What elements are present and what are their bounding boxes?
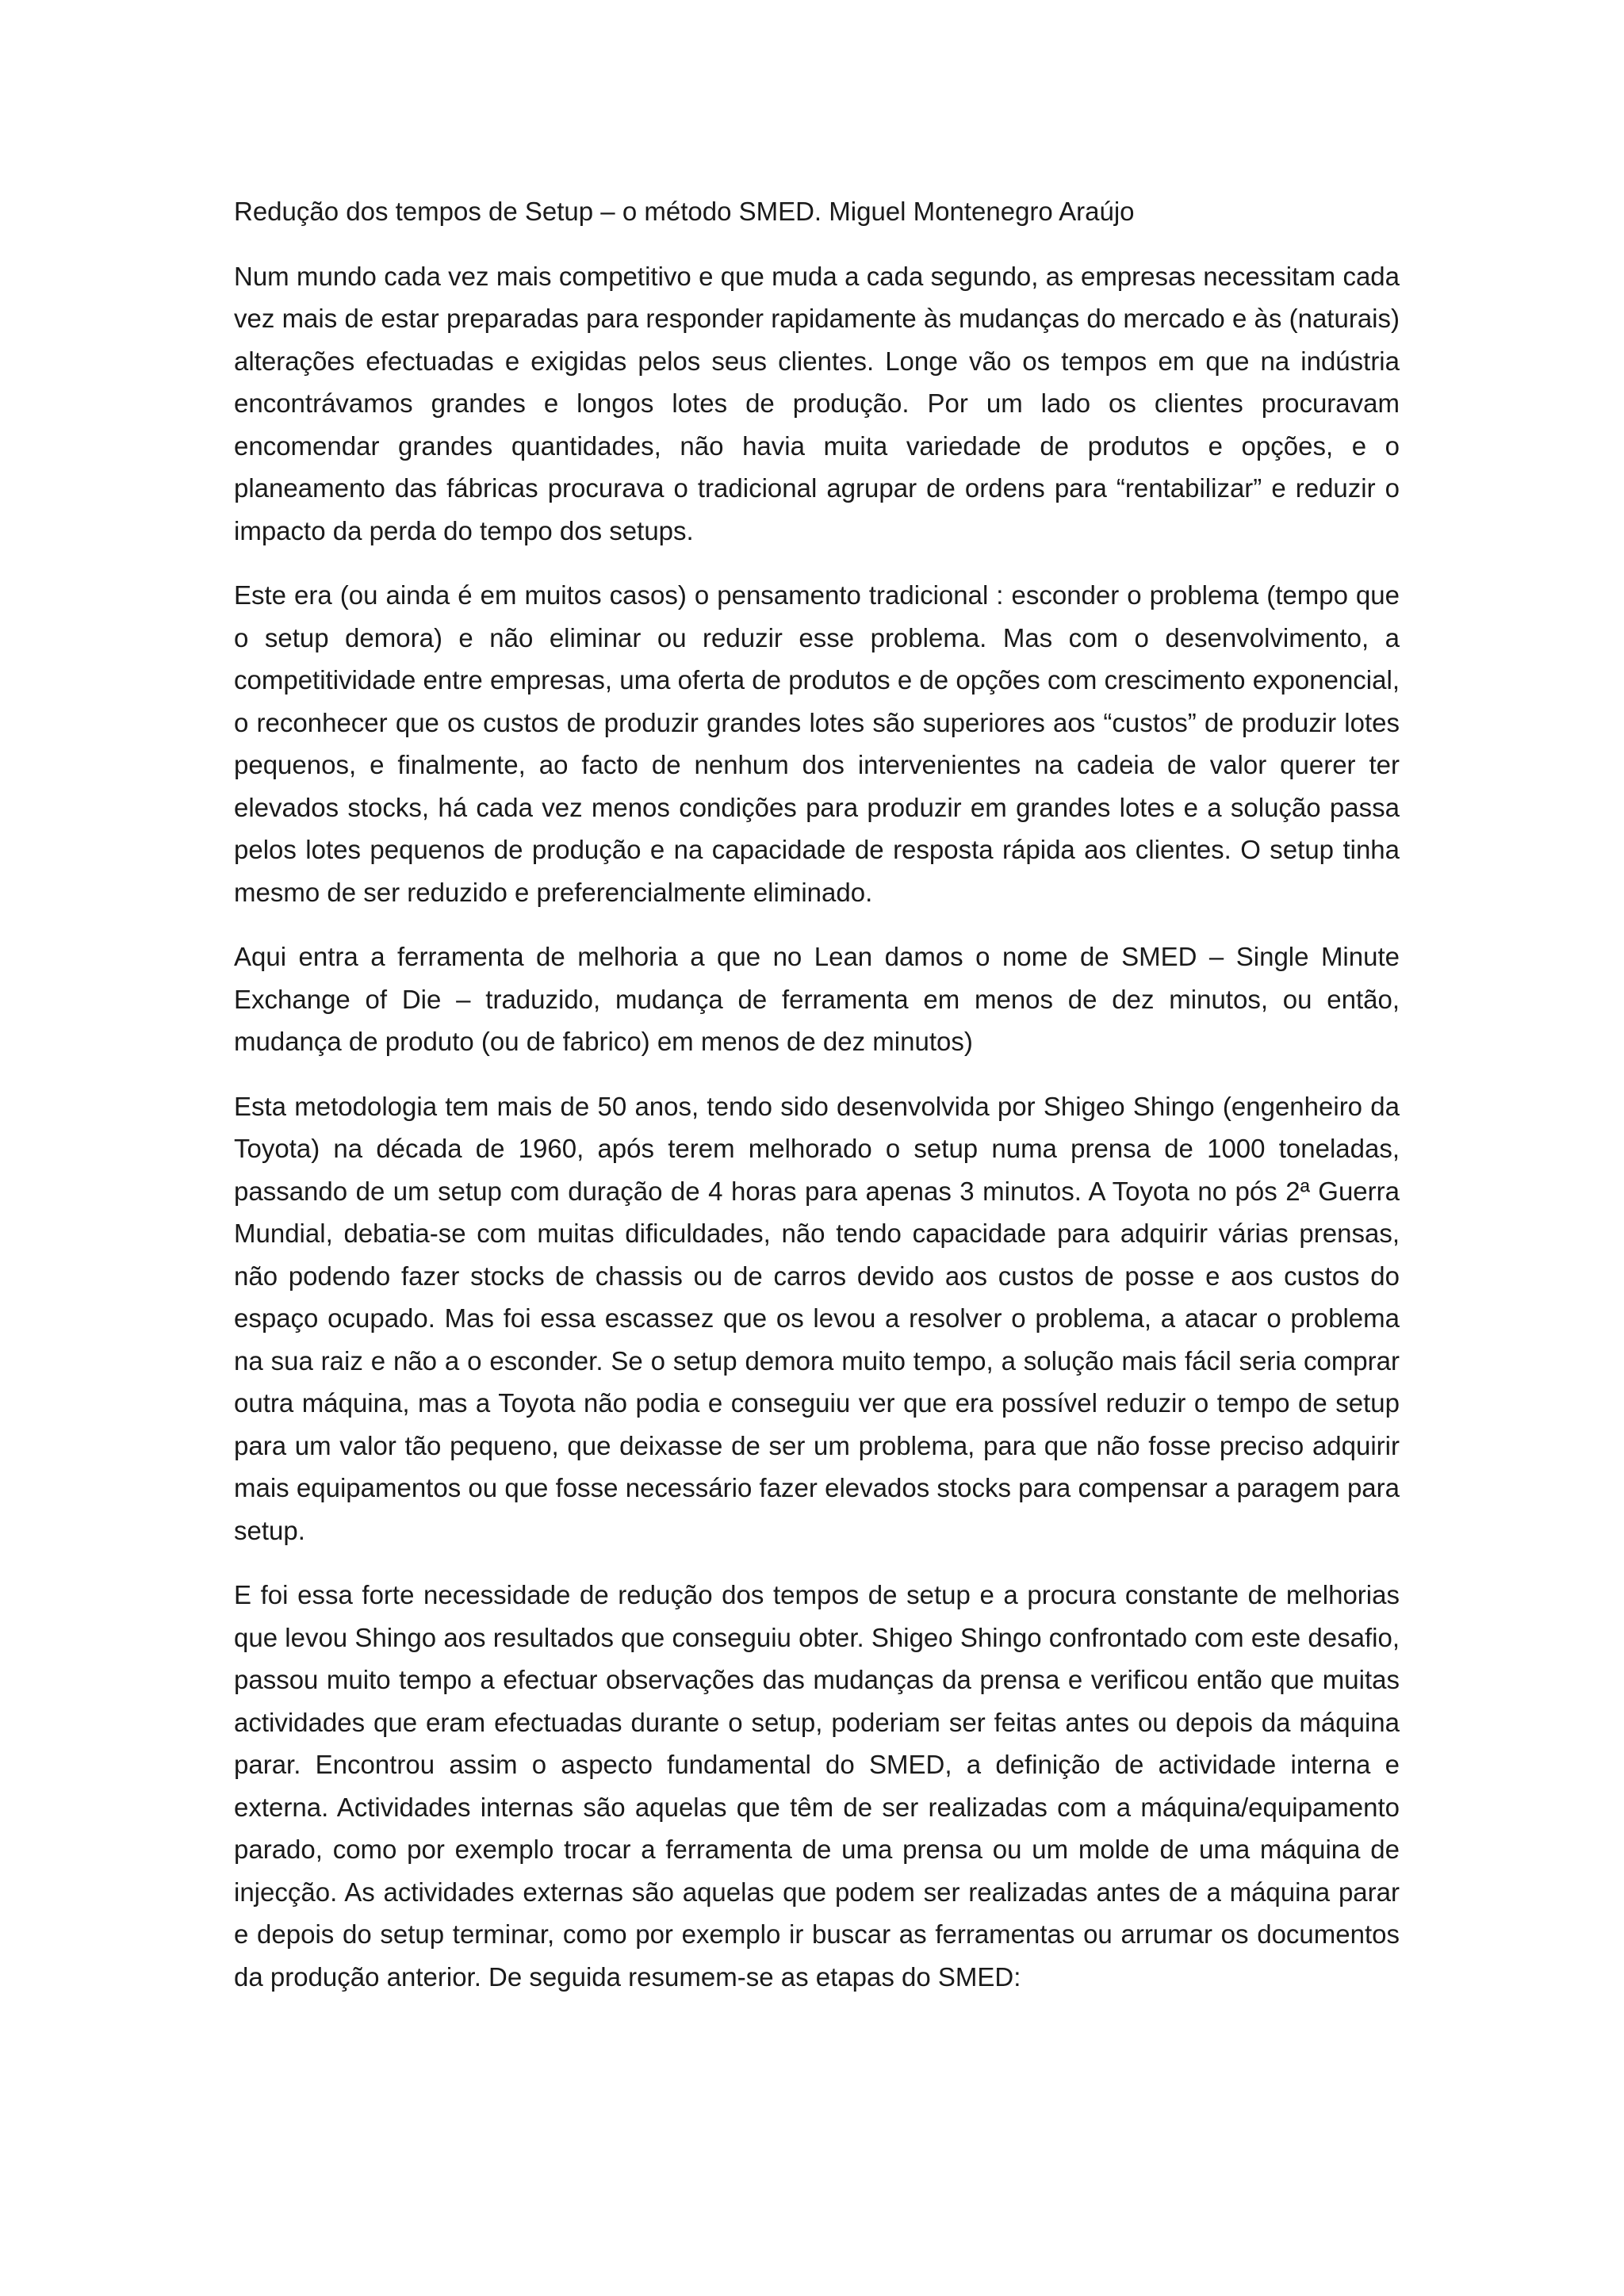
- paragraph-smed-history: Esta metodologia tem mais de 50 anos, tendo sido desenvolvida por Shigeo Shingo (engenheiro da Toyota) na década de 1960, após terem melhorado o setup numa prensa de 1000 toneladas, passando de um setup com duração de 4 horas para apenas 3 minutos. A Toyota no pós 2ª Guerra Mundial, debatia-se com muitas dificuldades, não tendo capacidade para adquirir várias prensas, não podendo fazer stocks de chassis ou de carros devido aos custos de posse e aos custos do espaço ocupado. Mas foi essa escassez que os levou a resolver o problema, a atacar o problema na sua raiz e não a o esconder. Se o setup demora muito tempo, a solução mais fácil seria comprar outra máquina, mas a Toyota não podia e conseguiu ver que era possível reduzir o tempo de setup para um valor tão pequeno, que deixasse de ser um problema, para que não fosse preciso adquirir mais equipamentos ou que fosse necessário fazer elevados stocks para compensar a paragem para setup.: [234, 1091, 1400, 1545]
- paragraph-smed-definition: Aqui entra a ferramenta de melhoria a que no Lean damos o nome de SMED – Single Minute Exchange of Die – traduzido, mudança de ferramenta em menos de dez minutos, ou então, mudança de produto (ou de fabrico) em menos de dez minutos): [234, 942, 1400, 1056]
- document-title: Redução dos tempos de Setup – o método SMED. Miguel Montenegro Araújo: [234, 197, 1135, 226]
- paragraph-intro: Num mundo cada vez mais competitivo e que muda a cada segundo, as empresas necessitam cada vez mais de estar preparadas para responder rapidamente às mudanças do mercado e às (naturais) alterações efectuadas e exigidas pelos seus clientes. Longe vão os tempos em que na indústria encontrávamos grandes e longos lotes de produção. Por um lado os clientes procuravam encomendar grandes quantidades, não havia muita variedade de produtos e opções, e o planeamento das fábricas procurava o tradicional agrupar de ordens para “rentabilizar” e reduzir o impacto da perda do tempo dos setups.: [234, 261, 1400, 545]
- document-body: [234, 190, 1400, 2020]
- paragraph-internal-external: E foi essa forte necessidade de redução dos tempos de setup e a procura constante de melhorias que levou Shingo aos resultados que conseguiu obter. Shigeo Shingo confrontado com este desafio, passou muito tempo a efectuar observações das mudanças da prensa e verificou então que muitas actividades que eram efectuadas durante o setup, poderiam ser feitas antes ou depois da máquina parar. Encontrou assim o aspecto fundamental do SMED, a definição de actividade interna e externa. Actividades internas são aquelas que têm de ser realizadas com a máquina/equipamento parado, como por exemplo trocar a ferramenta de uma prensa ou um molde de uma máquina de injecção. As actividades externas são aquelas que podem ser realizadas antes de a máquina parar e depois do setup terminar, como por exemplo ir buscar as ferramentas ou arrumar os documentos da produção anterior. De seguida resumem-se as etapas do SMED:: [234, 1580, 1400, 1992]
- paragraph-traditional-thinking: Este era (ou ainda é em muitos casos) o pensamento tradicional : esconder o problema (tempo que o setup demora) e não eliminar ou reduzir esse problema. Mas com o desenvolvimento, a competitividade entre empresas, uma oferta de produtos e de opções com crescimento exponencial, o reconhecer que os custos de produzir grandes lotes são superiores aos “custos” de produzir lotes pequenos, e finalmente, ao facto de nenhum dos intervenientes na cadeia de valor querer ter elevados stocks, há cada vez menos condições para produzir em grandes lotes e a solução passa pelos lotes pequenos de produção e na capacidade de resposta rápida aos clientes. O setup tinha mesmo de ser reduzido e preferencialmente eliminado.: [234, 580, 1400, 907]
